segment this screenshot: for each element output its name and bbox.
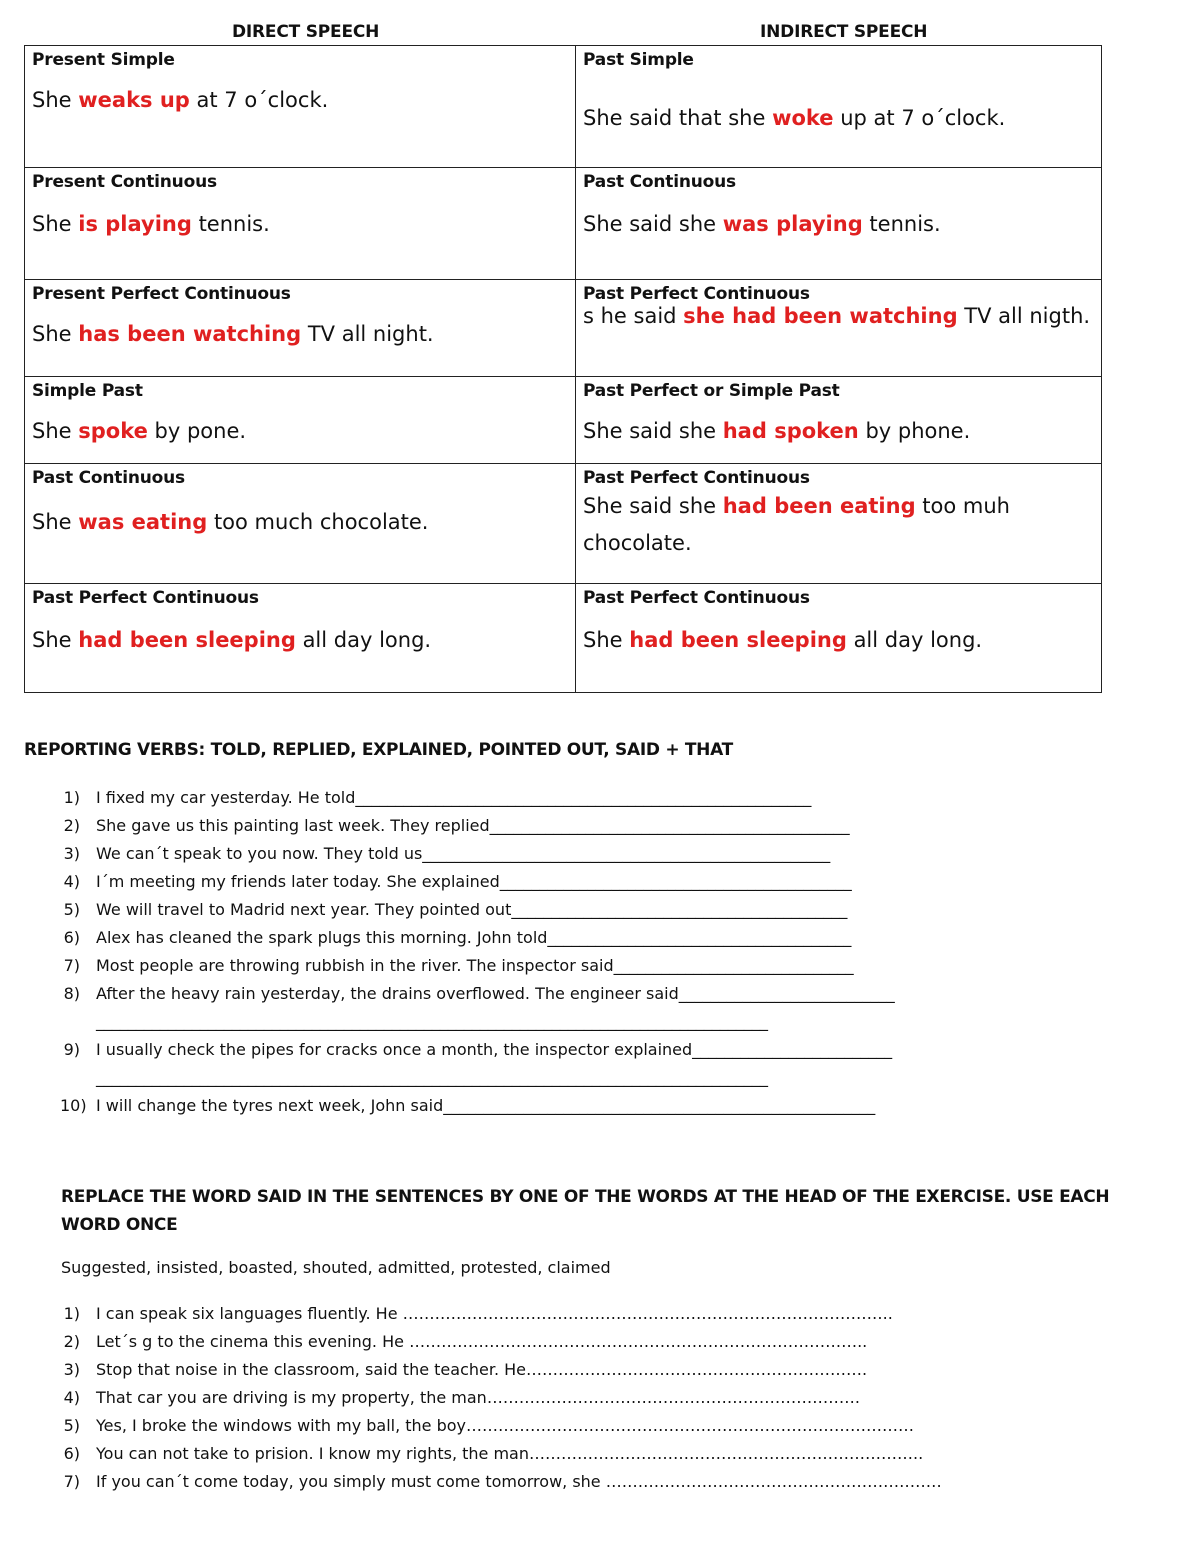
example-sentence: She said she had spoken by phone. xyxy=(583,419,971,443)
table-row xyxy=(25,584,1102,693)
example-sentence: She has been watching TV all night. xyxy=(32,322,434,346)
table-row xyxy=(25,377,1102,464)
tense-label: Past Simple xyxy=(583,50,694,70)
direct-cell xyxy=(25,377,576,464)
indirect-cell xyxy=(576,464,1102,584)
example-sentence: She had been sleeping all day long. xyxy=(32,628,432,652)
tense-label: Past Perfect Continuous xyxy=(583,284,810,304)
tense-label: Past Perfect Continuous xyxy=(32,588,259,608)
tense-label: Past Continuous xyxy=(32,468,185,488)
speech-table xyxy=(24,45,1102,693)
word-bank: Suggested, insisted, boasted, shouted, admitted, protested, claimed xyxy=(61,1258,611,1277)
table-row xyxy=(25,280,1102,377)
indirect-cell xyxy=(576,168,1102,280)
replace-said-title: REPLACE THE WORD SAID IN THE SENTENCES BY ONE OF THE WORDS AT THE HEAD OF THE EXERCISE. USE EACH WORD ONCE xyxy=(61,1187,1110,1235)
tense-label: Past Perfect or Simple Past xyxy=(583,381,840,401)
example-sentence: She had been sleeping all day long. xyxy=(583,628,983,652)
direct-cell xyxy=(25,280,576,377)
indirect-cell xyxy=(576,46,1102,168)
reporting-verbs-title: REPORTING VERBS: TOLD, REPLIED, EXPLAINED, POINTED OUT, SAID + THAT xyxy=(24,740,733,760)
tense-label: Past Perfect Continuous xyxy=(583,588,810,608)
tense-label: Simple Past xyxy=(32,381,143,401)
indirect-cell xyxy=(576,377,1102,464)
example-sentence: She was eating too much chocolate. xyxy=(32,510,429,534)
direct-cell xyxy=(25,46,576,168)
direct-cell xyxy=(25,168,576,280)
example-sentence: s he said she had been watching TV all nigth. xyxy=(583,304,1091,328)
direct-speech-header: DIRECT SPEECH xyxy=(232,22,380,42)
table-row xyxy=(25,464,1102,584)
tense-label: Present Continuous xyxy=(32,172,217,192)
example-sentence: She said that she woke up at 7 o´clock. xyxy=(583,106,1006,130)
example-sentence: She said she had been eating too muh chocolate. xyxy=(583,494,1010,555)
tense-label: Present Simple xyxy=(32,50,175,70)
table-row xyxy=(25,46,1102,168)
direct-cell xyxy=(25,584,576,693)
example-sentence: She weaks up at 7 o´clock. xyxy=(32,88,329,112)
tense-label: Past Perfect Continuous xyxy=(583,468,810,488)
tense-label: Past Continuous xyxy=(583,172,736,192)
table-row xyxy=(25,168,1102,280)
indirect-cell xyxy=(576,584,1102,693)
indirect-speech-header: INDIRECT SPEECH xyxy=(760,22,928,42)
example-sentence: She spoke by pone. xyxy=(32,419,247,443)
tense-label: Present Perfect Continuous xyxy=(32,284,291,304)
direct-cell xyxy=(25,464,576,584)
example-sentence: She said she was playing tennis. xyxy=(583,212,941,236)
indirect-cell xyxy=(576,280,1102,377)
example-sentence: She is playing tennis. xyxy=(32,212,270,236)
